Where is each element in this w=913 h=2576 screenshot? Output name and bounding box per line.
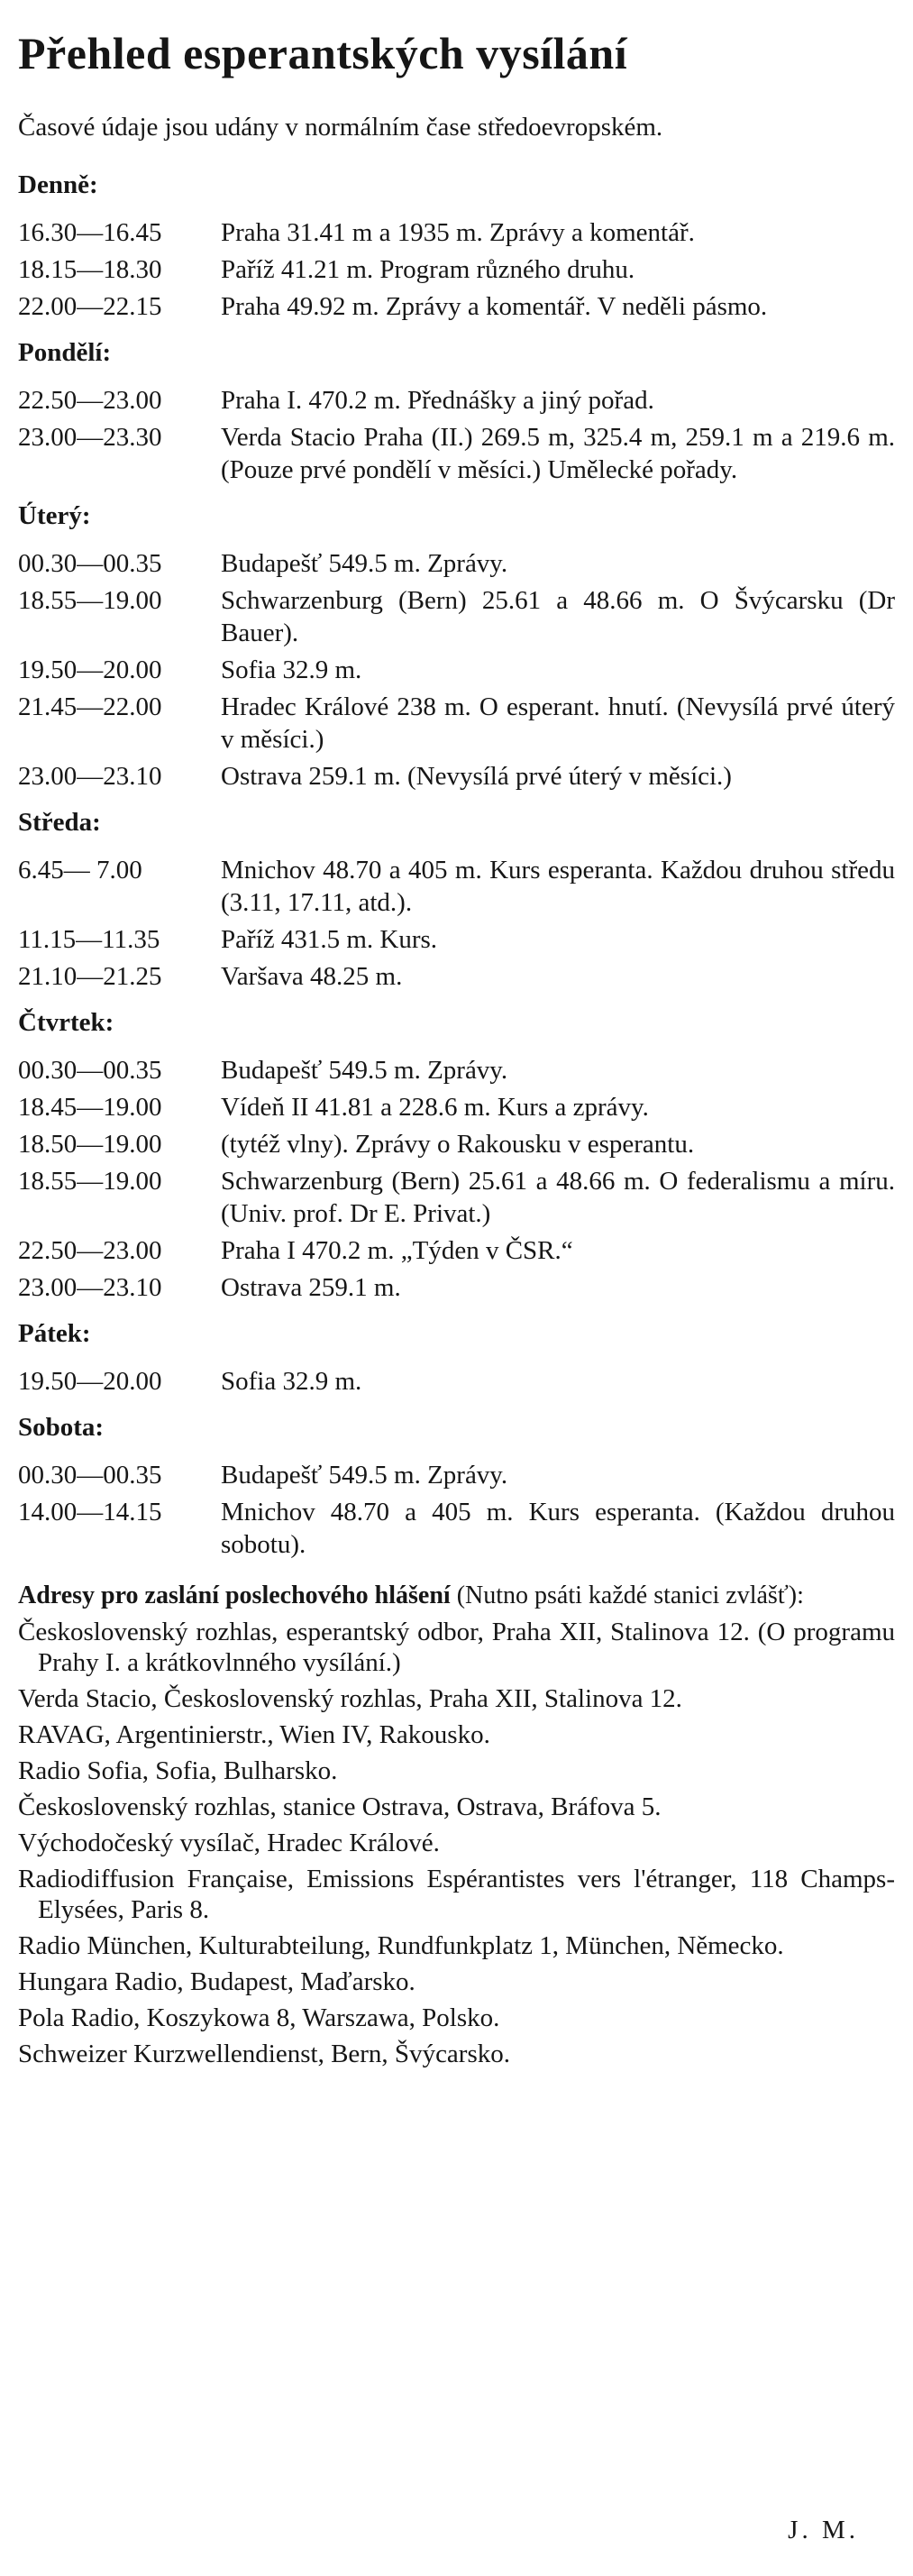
address-item: Verda Stacio, Československý rozhlas, Praha XII, Stalinova 12. bbox=[18, 1684, 682, 1713]
schedule-entry bbox=[18, 1496, 895, 1561]
entry-time: 21.10—21.25 bbox=[18, 962, 162, 991]
entry-time: 23.00—23.10 bbox=[18, 1273, 162, 1302]
schedule-entry bbox=[18, 290, 895, 323]
day-section bbox=[18, 1318, 895, 1398]
schedule-entry bbox=[18, 1459, 895, 1491]
schedule-entry bbox=[18, 547, 895, 580]
address-item: RAVAG, Argentinierstr., Wien IV, Rakousko. bbox=[18, 1720, 490, 1749]
schedule-entry bbox=[18, 216, 895, 249]
entry-description: Praha 49.92 m. Zprávy a komentář. V neděli pásmo. bbox=[221, 292, 768, 321]
entry-time: 19.50—20.00 bbox=[18, 1367, 162, 1396]
entry-time: 19.50—20.00 bbox=[18, 655, 162, 684]
schedule-entry bbox=[18, 691, 895, 756]
schedule-entry bbox=[18, 960, 895, 993]
entry-time: 21.45—22.00 bbox=[18, 692, 162, 721]
broadcast-schedule bbox=[18, 170, 895, 1561]
address-item: Radiodiffusion Française, Emissions Espérantistes vers l'étranger, 118 Champs-Elysées, Paris 8. bbox=[18, 1865, 895, 1924]
address-item: Radio München, Kulturabteilung, Rundfunkplatz 1, München, Německo. bbox=[18, 1931, 784, 1960]
day-heading: Sobota: bbox=[18, 1413, 105, 1442]
addresses-section bbox=[18, 1581, 895, 2069]
entry-description: Mnichov 48.70 a 405 m. Kurs esperanta. Každou druhou středu (3.11, 17.11, atd.). bbox=[221, 856, 895, 917]
day-heading: Úterý: bbox=[18, 501, 91, 530]
entry-time: 00.30—00.35 bbox=[18, 549, 162, 578]
address-item: Radio Sofia, Sofia, Bulharsko. bbox=[18, 1756, 338, 1785]
entry-description: Budapešť 549.5 m. Zprávy. bbox=[221, 549, 508, 578]
address-item: Hungara Radio, Budapest, Maďarsko. bbox=[18, 1967, 415, 1996]
schedule-entry bbox=[18, 1234, 895, 1267]
page-title: Přehled esperantských vysílání bbox=[18, 28, 628, 78]
day-section bbox=[18, 807, 895, 993]
entry-description: Praha I. 470.2 m. Přednášky a jiný pořad. bbox=[221, 386, 654, 415]
entry-time: 18.50—19.00 bbox=[18, 1130, 162, 1159]
entry-description: Mnichov 48.70 a 405 m. Kurs esperanta. (Každou druhou sobotu). bbox=[221, 1498, 895, 1559]
schedule-entry bbox=[18, 760, 895, 793]
entry-description: Sofia 32.9 m. bbox=[221, 655, 362, 684]
schedule-entry bbox=[18, 1054, 895, 1086]
addresses-heading-bold: Adresy pro zaslání poslechového hlášení bbox=[18, 1581, 451, 1609]
entry-time: 18.55—19.00 bbox=[18, 1167, 162, 1196]
entry-time: 18.15—18.30 bbox=[18, 255, 162, 284]
entry-time: 23.00—23.30 bbox=[18, 423, 162, 452]
entry-time: 18.55—19.00 bbox=[18, 586, 162, 615]
addresses-heading-rest: (Nutno psáti každé stanici zvlášť): bbox=[450, 1581, 804, 1609]
entry-time: 14.00—14.15 bbox=[18, 1498, 162, 1526]
schedule-entry bbox=[18, 1365, 895, 1398]
entry-time: 00.30—00.35 bbox=[18, 1056, 162, 1085]
schedule-entry bbox=[18, 253, 895, 286]
entry-description: Praha 31.41 m a 1935 m. Zprávy a komentář. bbox=[221, 218, 695, 247]
schedule-entry bbox=[18, 584, 895, 649]
schedule-entry bbox=[18, 1091, 895, 1123]
day-section bbox=[18, 500, 895, 793]
schedule-entry bbox=[18, 854, 895, 919]
entry-description: Ostrava 259.1 m. bbox=[221, 1273, 401, 1302]
entry-time: 00.30—00.35 bbox=[18, 1461, 162, 1490]
address-item: Československý rozhlas, esperantský odbor, Praha XII, Stalinova 12. (O programu Prahy I. a krátkovlnného vysílání.) bbox=[18, 1618, 895, 1677]
entry-description: Schwarzenburg (Bern) 25.61 a 48.66 m. O Švýcarsku (Dr Bauer). bbox=[221, 586, 895, 647]
entry-description: Paříž 431.5 m. Kurs. bbox=[221, 925, 438, 954]
entry-time: 6.45— 7.00 bbox=[18, 856, 142, 885]
day-section bbox=[18, 1007, 895, 1304]
signature: J. M. bbox=[788, 2516, 859, 2544]
entry-time: 22.50—23.00 bbox=[18, 386, 162, 415]
entry-description: Ostrava 259.1 m. (Nevysílá prvé úterý v měsíci.) bbox=[221, 762, 732, 791]
entry-description: Vídeň II 41.81 a 228.6 m. Kurs a zprávy. bbox=[221, 1093, 649, 1122]
intro-note: Časové údaje jsou udány v normálním čase středoevropském. bbox=[18, 113, 663, 142]
schedule-entry bbox=[18, 421, 895, 486]
address-list bbox=[18, 1617, 895, 2069]
address-item: Schweizer Kurzwellendienst, Bern, Švýcarsko. bbox=[18, 2040, 511, 2068]
day-heading: Čtvrtek: bbox=[18, 1008, 114, 1037]
entry-time: 22.00—22.15 bbox=[18, 292, 162, 321]
entry-description: Sofia 32.9 m. bbox=[221, 1367, 362, 1396]
entry-description: Varšava 48.25 m. bbox=[221, 962, 403, 991]
entry-description: Schwarzenburg (Bern) 25.61 a 48.66 m. O federalismu a míru. (Univ. prof. Dr E. Privat.) bbox=[221, 1167, 895, 1228]
entry-time: 16.30—16.45 bbox=[18, 218, 162, 247]
day-section bbox=[18, 170, 895, 323]
day-section bbox=[18, 337, 895, 486]
schedule-entry bbox=[18, 1165, 895, 1230]
address-item: Východočeský vysílač, Hradec Králové. bbox=[18, 1829, 440, 1857]
day-heading: Pondělí: bbox=[18, 338, 112, 367]
addresses-heading bbox=[18, 1581, 895, 1611]
address-item: Pola Radio, Koszykowa 8, Warszawa, Polsko. bbox=[18, 2003, 500, 2032]
schedule-entry bbox=[18, 654, 895, 686]
entry-description: Verda Stacio Praha (II.) 269.5 m, 325.4 m, 259.1 m a 219.6 m. (Pouze prvé pondělí v měsíci.) Umělecké pořady. bbox=[221, 423, 895, 484]
entry-description: (tytéž vlny). Zprávy o Rakousku v esperantu. bbox=[221, 1130, 695, 1159]
entry-time: 11.15—11.35 bbox=[18, 925, 160, 954]
entry-time: 18.45—19.00 bbox=[18, 1093, 162, 1122]
entry-description: Hradec Králové 238 m. O esperant. hnutí. (Nevysílá prvé úterý v měsíci.) bbox=[221, 692, 895, 754]
entry-description: Budapešť 549.5 m. Zprávy. bbox=[221, 1461, 508, 1490]
schedule-entry bbox=[18, 1271, 895, 1304]
schedule-entry bbox=[18, 1128, 895, 1160]
entry-time: 23.00—23.10 bbox=[18, 762, 162, 791]
entry-description: Budapešť 549.5 m. Zprávy. bbox=[221, 1056, 508, 1085]
schedule-entry bbox=[18, 923, 895, 956]
day-heading: Pátek: bbox=[18, 1319, 91, 1348]
day-section bbox=[18, 1412, 895, 1561]
address-item: Československý rozhlas, stanice Ostrava, Ostrava, Bráfova 5. bbox=[18, 1792, 662, 1821]
day-heading: Středa: bbox=[18, 808, 101, 837]
entry-description: Paříž 41.21 m. Program různého druhu. bbox=[221, 255, 635, 284]
entry-time: 22.50—23.00 bbox=[18, 1236, 162, 1265]
day-heading: Denně: bbox=[18, 170, 98, 199]
entry-description: Praha I 470.2 m. „Týden v ČSR.“ bbox=[221, 1236, 573, 1265]
schedule-entry bbox=[18, 384, 895, 417]
